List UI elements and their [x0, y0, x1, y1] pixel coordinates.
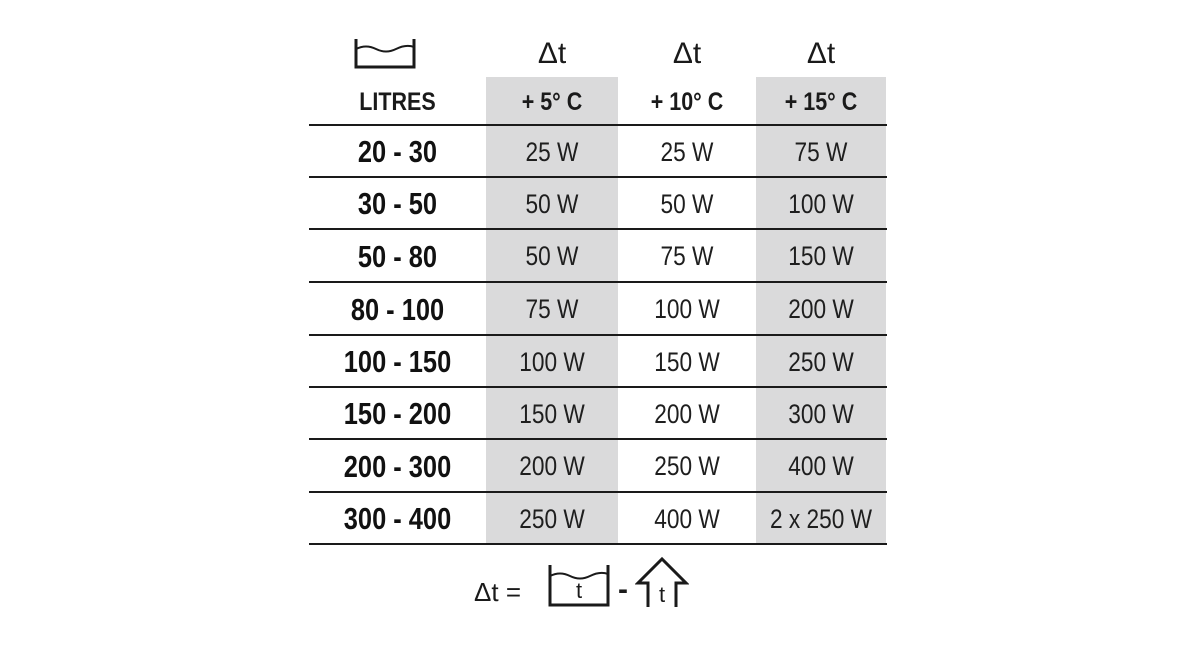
litres-range: 300 - 400: [343, 501, 452, 536]
litres-range: 150 - 200: [343, 396, 452, 431]
wattage-10c: 100 W: [654, 294, 720, 324]
wattage-10c: 50 W: [660, 188, 714, 219]
wattage-10c: 25 W: [660, 136, 714, 167]
wattage-15c: 300 W: [788, 398, 854, 429]
house-temperature-icon: [635, 556, 689, 610]
formula-minus: -: [618, 573, 628, 606]
wattage-5c: 50 W: [525, 188, 579, 219]
temp-header-10c: + 10° C: [650, 87, 724, 116]
wattage-15c: 100 W: [788, 188, 854, 219]
litres-header: LITRES: [359, 87, 436, 116]
wattage-15c: 400 W: [788, 451, 854, 481]
wattage-10c: 250 W: [654, 451, 720, 481]
wattage-15c: 150 W: [788, 241, 854, 271]
wattage-5c: 150 W: [519, 398, 585, 429]
delta-label-5c: Δt: [537, 37, 567, 70]
litres-range: 20 - 30: [357, 134, 438, 169]
wattage-10c: 75 W: [660, 241, 714, 271]
wattage-5c: 200 W: [519, 451, 585, 481]
aquarium-temperature-icon: [547, 562, 611, 608]
delta-label-10c: Δt: [672, 37, 702, 70]
wattage-15c: 2 x 250 W: [769, 503, 873, 534]
table-rule: [309, 386, 887, 388]
litres-range: 50 - 80: [357, 238, 438, 274]
wattage-5c: 250 W: [519, 503, 585, 534]
water-tank-icon: [352, 36, 418, 70]
wattage-10c: 150 W: [654, 346, 720, 377]
wattage-5c: 25 W: [525, 136, 579, 167]
formula-lhs: Δt =: [474, 576, 521, 607]
wattage-15c: 200 W: [788, 294, 854, 324]
table-rule: [309, 228, 887, 230]
wattage-15c: 75 W: [794, 136, 848, 167]
table-rule: [309, 281, 887, 283]
wattage-5c: 50 W: [525, 241, 579, 271]
wattage-10c: 400 W: [654, 503, 720, 534]
litres-range: 200 - 300: [343, 448, 452, 484]
wattage-5c: 100 W: [519, 346, 585, 377]
wattage-10c: 200 W: [654, 398, 720, 429]
temp-header-15c: + 15° C: [784, 87, 858, 116]
wattage-5c: 75 W: [525, 294, 579, 324]
tank-temp-label: t: [575, 578, 583, 603]
delta-label-15c: Δt: [806, 37, 836, 70]
litres-range: 30 - 50: [357, 186, 438, 221]
table-rule: [309, 543, 887, 545]
litres-range: 80 - 100: [350, 291, 445, 327]
temp-header-5c: + 5° C: [521, 87, 583, 116]
room-temp-label: t: [658, 582, 666, 607]
table-rule: [309, 491, 887, 493]
litres-range: 100 - 150: [343, 344, 452, 379]
table-rule: [309, 124, 887, 126]
wattage-15c: 250 W: [788, 346, 854, 377]
table-rule: [309, 334, 887, 336]
table-rule: [309, 176, 887, 178]
table-rule: [309, 438, 887, 440]
